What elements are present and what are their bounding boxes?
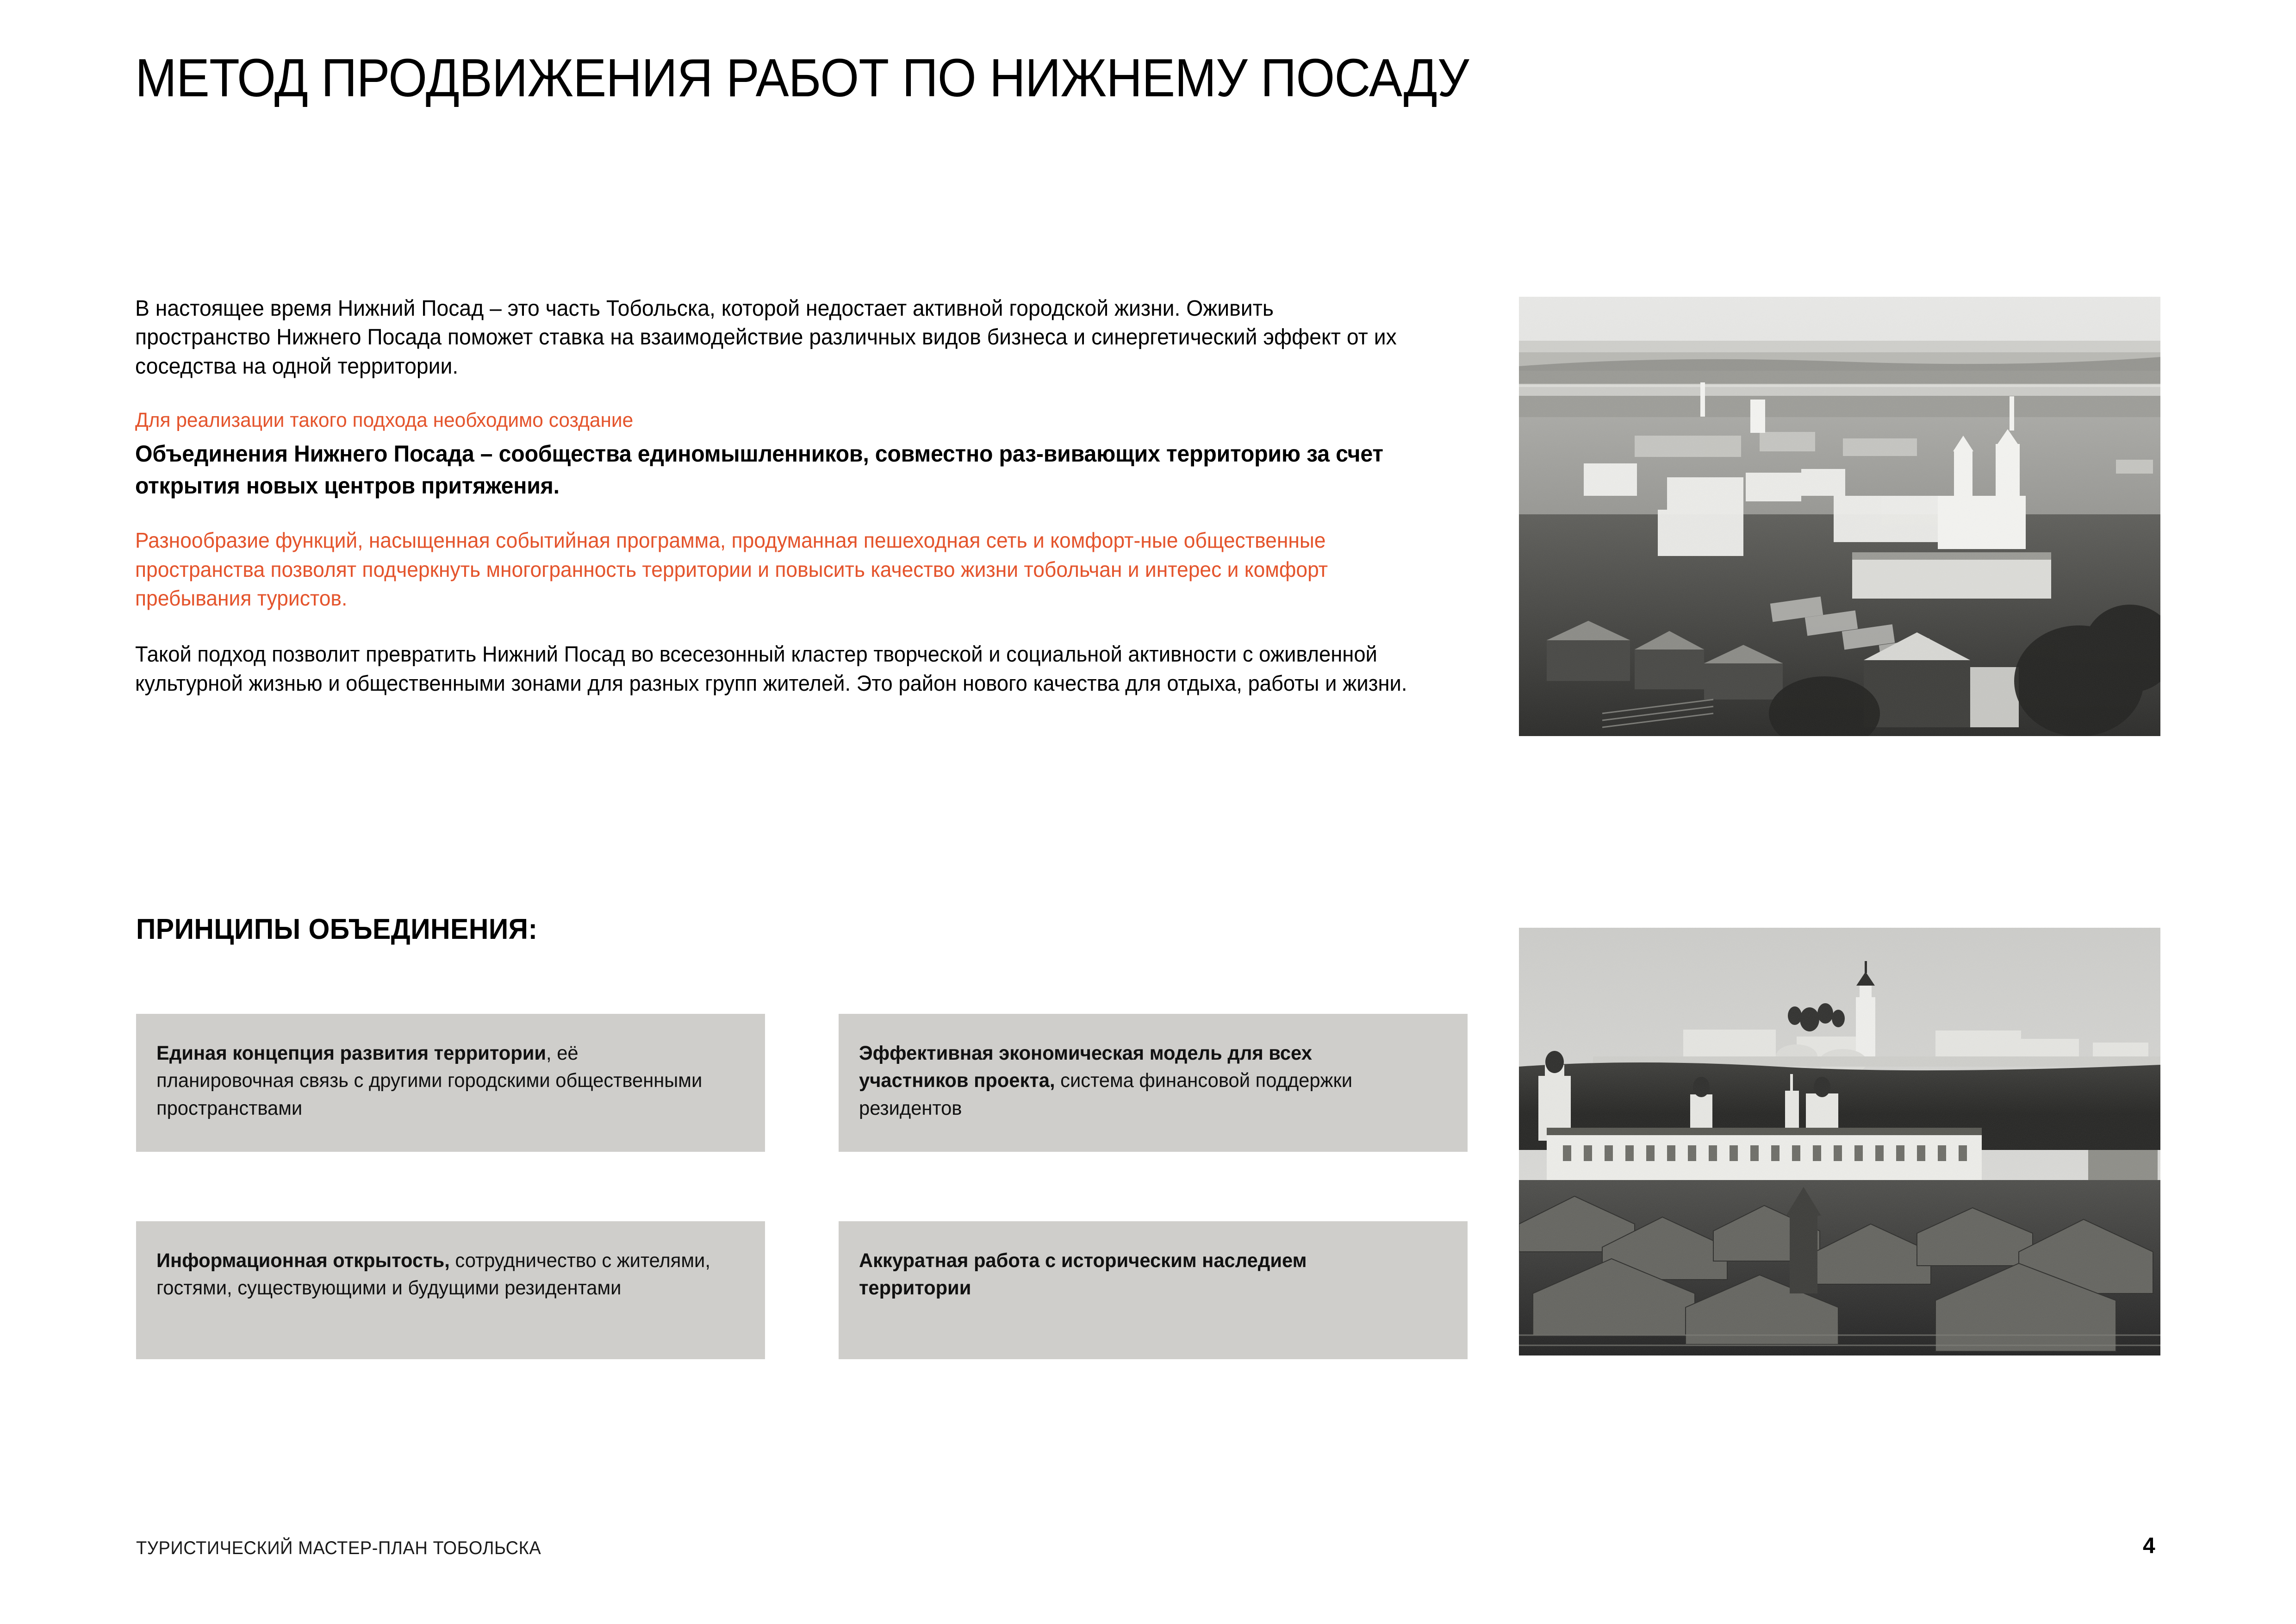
principle-card-3-bold: Информационная открытость, <box>156 1249 450 1272</box>
historical-kremlin-view-tobolsk-image <box>1519 928 2160 1355</box>
accent-lead-line: Для реализации такого подхода необходимо создание <box>135 409 634 432</box>
principle-card-2-rest: система финансовой поддержки резидентов <box>859 1069 1352 1119</box>
statement-paragraph: Объединения Нижнего Посада – сообщества единомышленников, совместно раз-вивающих территорию за счет открытия новых центров притяжения. <box>135 441 1383 499</box>
kremlin-photo-graphic <box>1519 928 2160 1355</box>
principle-card-1-bold: Единая концепция развития территории <box>156 1042 547 1064</box>
principle-card-2 <box>839 1014 1468 1152</box>
principle-card-1-rest: , её планировочная связь с другими городскими общественными пространствами <box>156 1042 703 1119</box>
principle-card-3-rest: сотрудничество с жителями, гостями, существующими и будущими резидентами <box>156 1249 710 1299</box>
body-text-column <box>135 294 1459 698</box>
principle-card-4 <box>839 1221 1468 1359</box>
page-title: МЕТОД ПРОДВИЖЕНИЯ РАБОТ ПО НИЖНЕМУ ПОСАДУ <box>135 48 1469 108</box>
principle-card-2-bold: Эффективная экономическая модель для всех участников проекта, <box>859 1042 1312 1092</box>
aerial-photo-graphic <box>1519 297 2160 736</box>
footer-label: ТУРИСТИЧЕСКИЙ МАСТЕР-ПЛАН ТОБОЛЬСКА <box>136 1538 541 1558</box>
principle-card-2-text <box>859 1040 1422 1122</box>
principle-card-1-text <box>156 1040 720 1122</box>
accent-block-paragraph: Разнообразие функций, насыщенная событийная программа, продуманная пешеходная сеть и комфорт-ные общественные пространства позволят подчеркнуть многогранность территории и повысить качество жизни тобольчан и интерес и комфорт пребывания туристов. <box>135 528 1328 611</box>
closing-paragraph: Такой подход позволит превратить Нижний Посад во всесезонный кластер творческой и социальной активности с оживленной культурной жизнью и общественными зонами для разных групп жителей. Это район нового качества для отдыха, работы и жизни. <box>135 642 1407 695</box>
principle-card-1 <box>136 1014 765 1152</box>
principle-card-4-bold: Аккуратная работа с историческим наследием территории <box>859 1249 1307 1299</box>
principle-card-3 <box>136 1221 765 1359</box>
principle-card-3-text <box>156 1247 720 1302</box>
historical-aerial-view-tobolsk-image <box>1519 297 2160 736</box>
page-number: 4 <box>2143 1534 2155 1558</box>
intro-paragraph: В настоящее время Нижний Посад – это часть Тобольска, которой недостает активной городской жизни. Оживить пространство Нижнего Посада поможет ставка на взаимодействие различных видов бизнеса и синергетический эффект от их соседства на одной территории. <box>135 296 1397 379</box>
principles-heading: ПРИНЦИПЫ ОБЪЕДИНЕНИЯ: <box>136 913 538 945</box>
principle-card-4-text <box>859 1247 1422 1302</box>
